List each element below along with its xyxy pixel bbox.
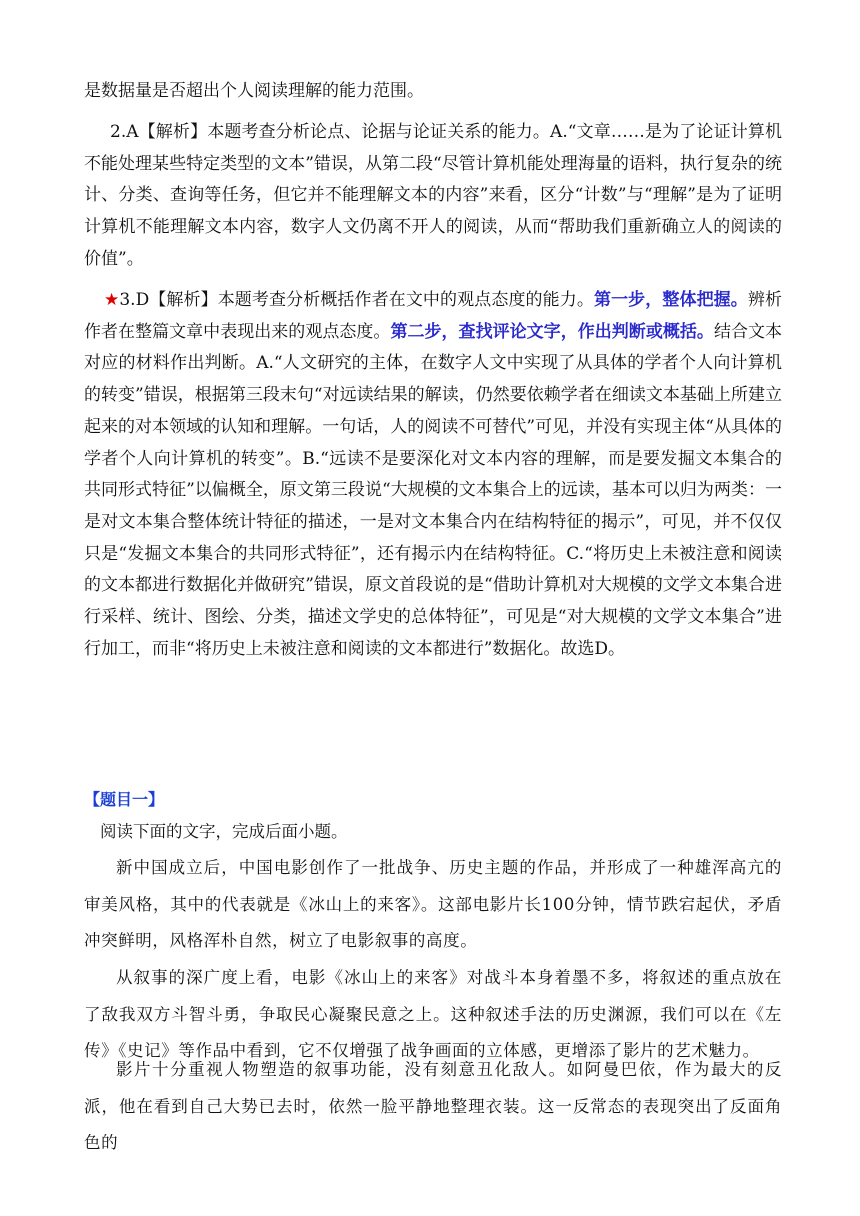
section-heading: 【题目一】	[84, 790, 165, 809]
section-instruction: 阅读下面的文字，完成后面小题。	[100, 822, 348, 841]
answer-continuation: 是数据量是否超出个人阅读理解的能力范围。	[84, 81, 424, 101]
step-two-highlight: 第二步，查找评论文字，作出判断或概括。	[390, 321, 714, 342]
answer-3-intro: 3.D【解析】本题考查分析概括作者在文中的观点态度的能力。	[119, 290, 594, 310]
answer-2-analysis: 2.A【解析】本题考查分析论点、论据与论证关系的能力。A.“文章……是为了论证计算机不能处理某些特定类型的文本”错误，从第二段“尽管计算机能处理海量的语料，执行复杂的统计、分类、查询等任务，但它并不能理解文本的内容”来看，区分“计数”与“理解”是为了证明计算机不能理解文本内容，数字人文仍离不开人的阅读，从而“帮助我们重新确立人的阅读的价值”。	[84, 122, 782, 269]
answer-3-body: 结合文本对应的材料作出判断。A.“人文研究的主体，在数字人文中实现了从具体的学者个人向计算机的转变”错误，根据第三段末句“对远读结果的解读，仍然要依赖学者在细读文本基础上所建立起来的对本领域的认知和理解。一句话，人的阅读不可替代”可见，并没有实现主体“从具体的学者个人向计算机的转变”。B.“远读不是要深化对文本内容的理解，而是要发掘文本集合的共同形式特征”以偏概全，原文第三段说“大规模的文本集合上的远读，基本可以归为两类：一是对文本集合整体统计特征的描述，一是对文本集合内在结构特征的揭示”，可见，并不仅仅只是“发掘文本集合的共同形式特征”，还有揭示内在结构特征。C.“将历史上未被注意和阅读的文本都进行数据化并做研究”错误，原文首段说的是“借助计算机对大规模的文学文本集合进行采样、统计、图绘、分类，描述文学史的总体特征”，可见是“对大规模的文学文本集合”进行加工，而非“将历史上未被注意和阅读的文本都进行”数据化。故选D。	[84, 321, 783, 659]
answer-3-analysis	[84, 285, 782, 665]
passage-paragraph-1: 新中国成立后，中国电影创作了一批战争、历史主题的作品，并形成了一种雄浑高亢的审美风格，其中的代表就是《冰山上的来客》。这部电影片长100分钟，情节跌宕起伏，矛盾冲突鲜明，风格浑朴自然，树立了电影叙事的高度。	[84, 858, 782, 950]
star-icon: ★	[104, 290, 120, 310]
passage-paragraph-2: 从叙事的深广度上看，电影《冰山上的来客》对战斗本身着墨不多，将叙述的重点放在了敌我双方斗智斗勇，争取民心凝聚民意之上。这种叙述手法的历史渊源，我们可以在《左传》《史记》等作品中看到，它不仅增强了战争画面的立体感，更增添了影片的艺术魅力。	[84, 968, 782, 1060]
step-one-highlight: 第一步，整体把握。	[593, 290, 748, 310]
answer-3-step-one-text: 辨析作者在整篇文章中表现出来的观点态度。	[84, 290, 782, 342]
passage-paragraph-3: 影片十分重视人物塑造的叙事功能，没有刻意丑化敌人。如阿曼巴依，作为最大的反派，他在看到自己大势已去时，依然一脸平静地整理衣装。这一反常态的表现突出了反面角色的	[84, 1060, 782, 1152]
